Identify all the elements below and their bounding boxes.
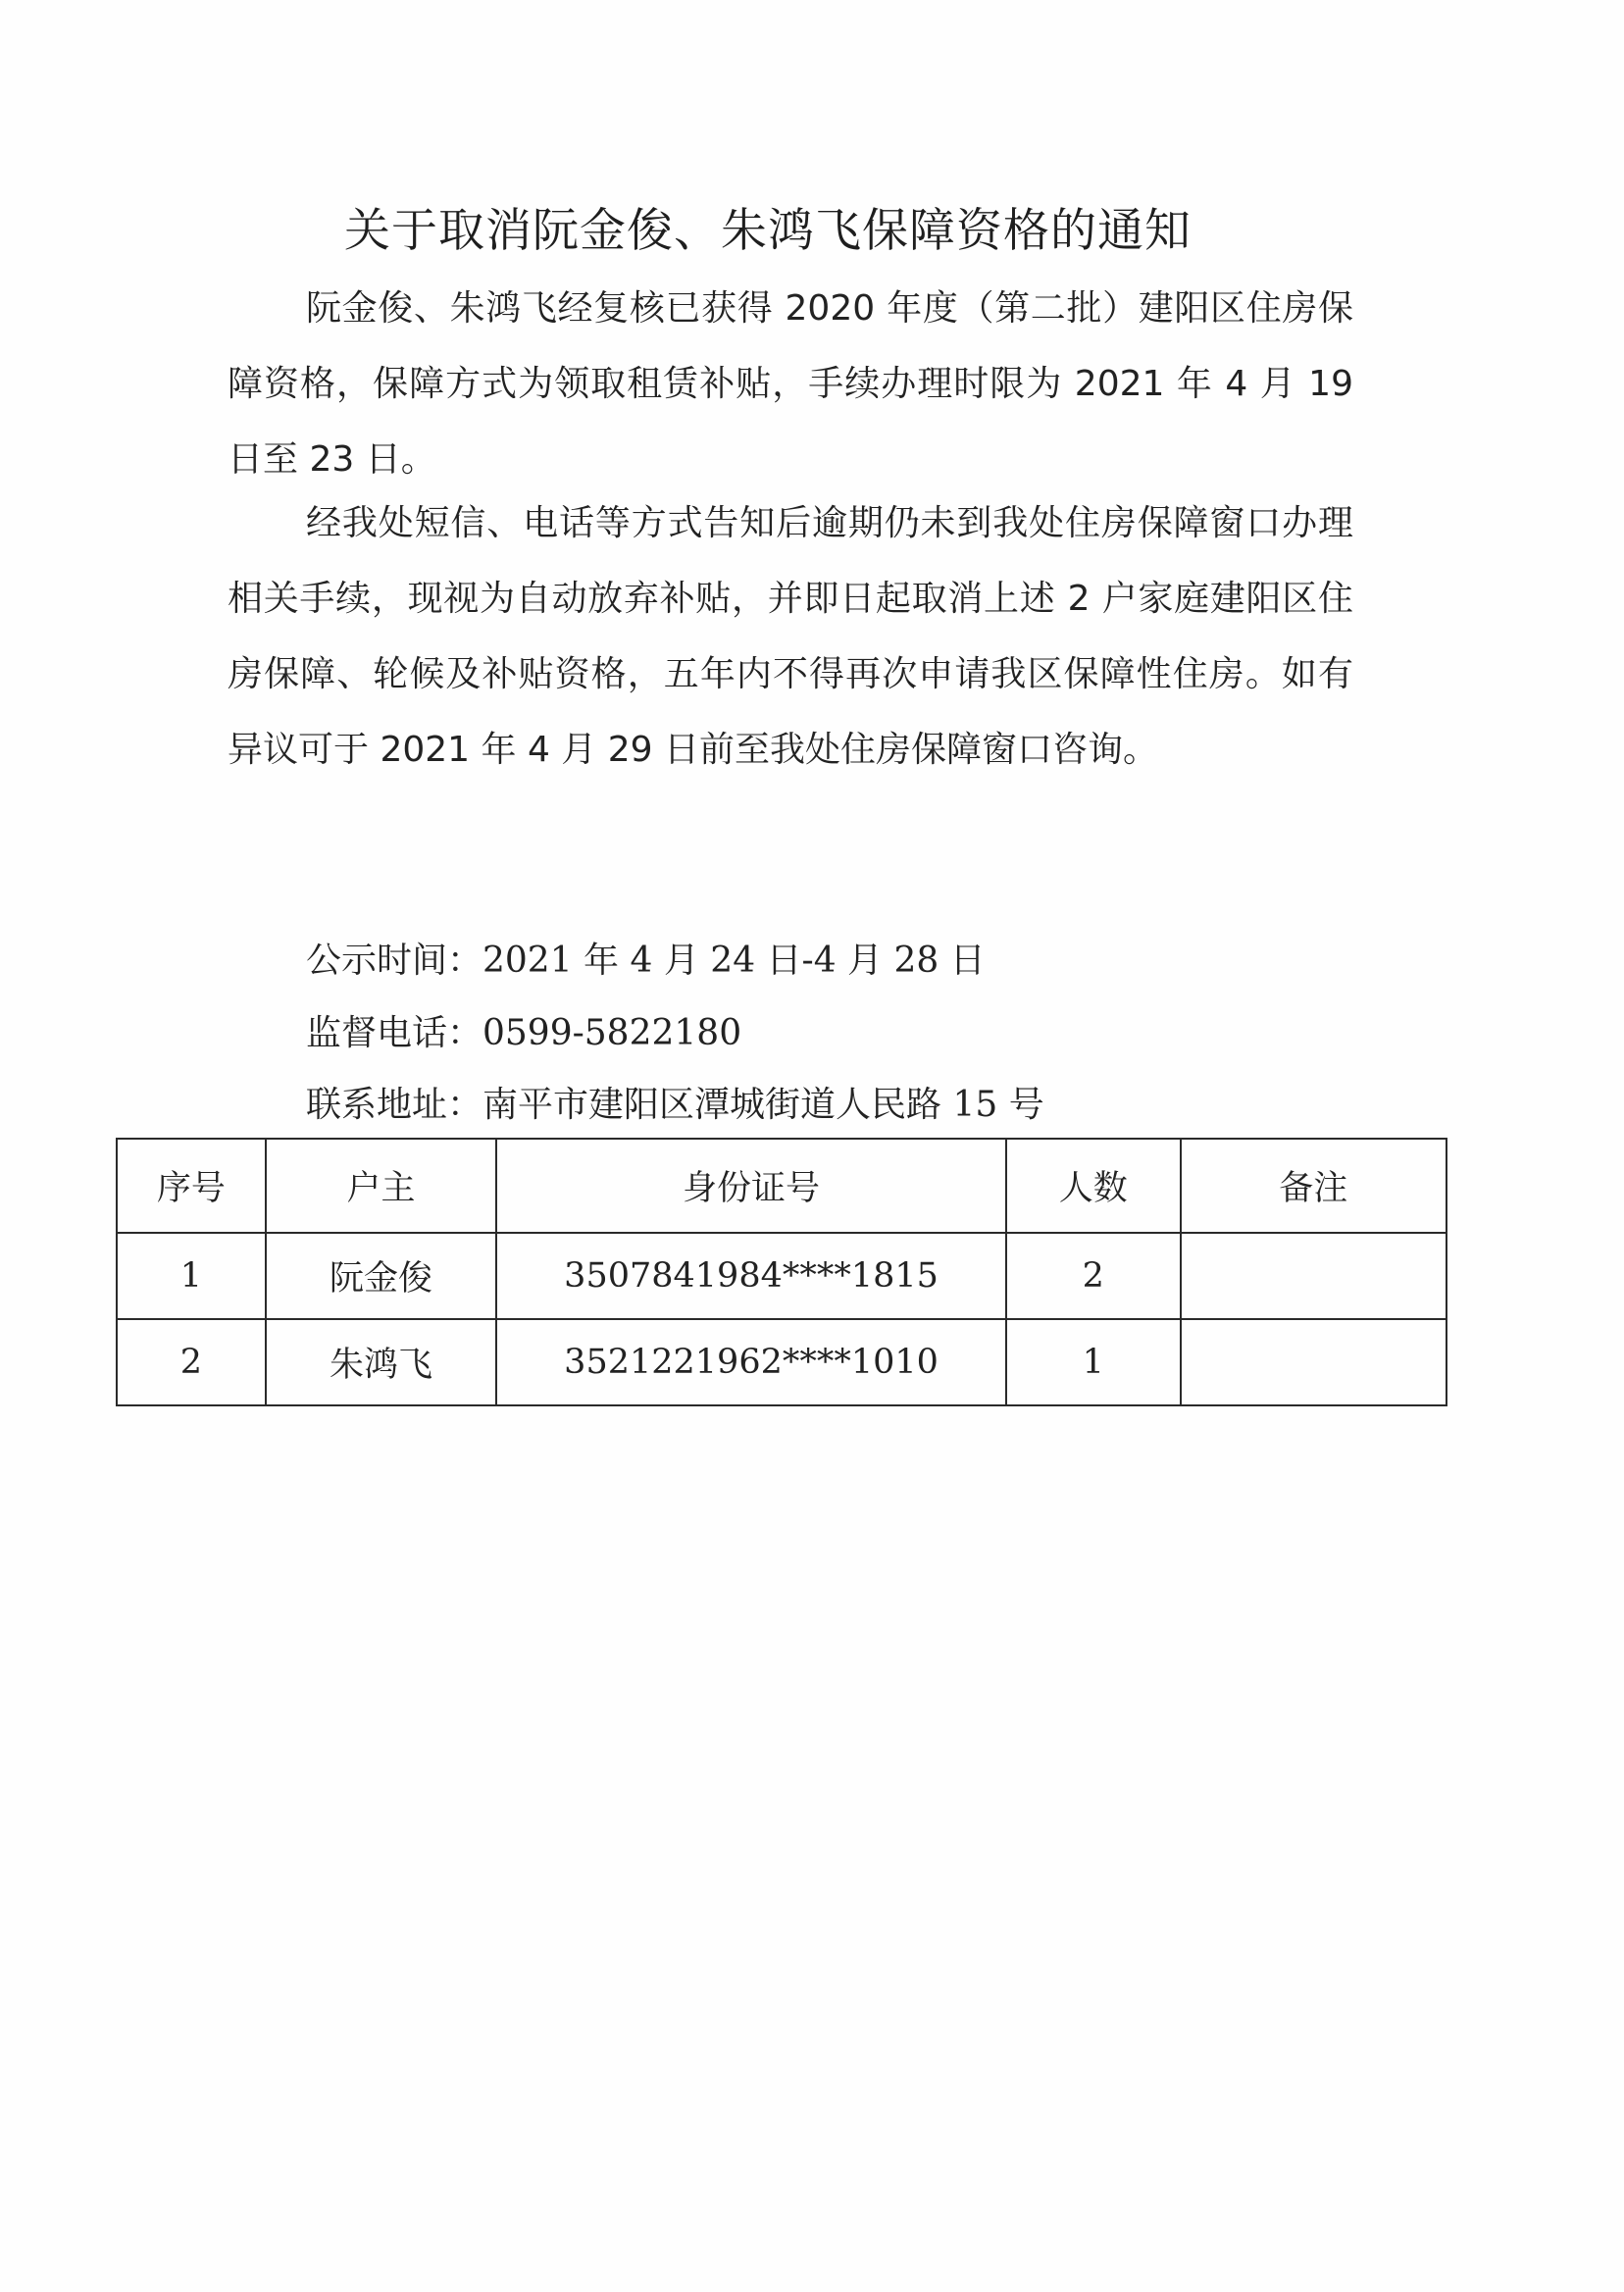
table-header-row [117, 1139, 1446, 1233]
header-remarks: 备注 [1181, 1139, 1446, 1233]
header-persons: 人数 [1006, 1139, 1181, 1233]
cell-remarks [1181, 1233, 1446, 1319]
cell-serial-number: 2 [117, 1319, 266, 1405]
cell-id-number: 3521221962****1010 [496, 1319, 1006, 1405]
header-householder: 户主 [266, 1139, 497, 1233]
cell-persons: 1 [1006, 1319, 1181, 1405]
header-id-number: 身份证号 [496, 1139, 1006, 1233]
publicity-time: 公示时间：2021 年 4 月 24 日-4 月 28 日 [306, 941, 986, 981]
paragraph-qualification: 阮金俊、朱鸿飞经复核已获得 2020 年度（第二批）建阳区住房保障资格，保障方式为领取租赁补贴，手续办理时限为 2021 年 4 月 19 日至 23 日。 [228, 288, 1353, 480]
cell-remarks [1181, 1319, 1446, 1405]
cell-persons: 2 [1006, 1233, 1181, 1319]
contact-address: 联系地址：南平市建阳区潭城街道人民路 15 号 [306, 1085, 1044, 1125]
household-table [116, 1138, 1447, 1406]
cell-householder: 阮金俊 [266, 1233, 497, 1319]
notice-title: 关于取消阮金俊、朱鸿飞保障资格的通知 [344, 204, 1192, 258]
header-serial-number: 序号 [117, 1139, 266, 1233]
paragraph-cancellation: 经我处短信、电话等方式告知后逾期仍未到我处住房保障窗口办理相关手续，现视为自动放弃补贴，并即日起取消上述 2 户家庭建阳区住房保障、轮候及补贴资格，五年内不得再次申请我区保障性住房。如有异议可于 2021 年 4 月 29 日前至我处住房保障窗口咨询。 [228, 503, 1353, 770]
supervision-hotline: 监督电话：0599-5822180 [306, 1013, 742, 1053]
table-row [117, 1233, 1446, 1319]
cell-serial-number: 1 [117, 1233, 266, 1319]
table-row [117, 1319, 1446, 1405]
cell-householder: 朱鸿飞 [266, 1319, 497, 1405]
cell-id-number: 3507841984****1815 [496, 1233, 1006, 1319]
